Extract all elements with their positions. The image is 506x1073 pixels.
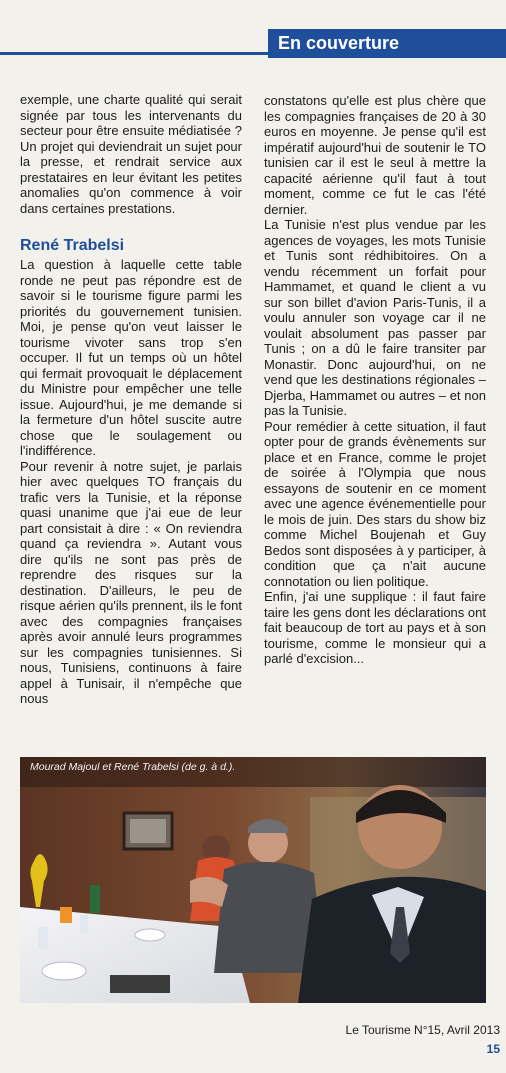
- orange-juice-glass: [60, 907, 72, 923]
- publication-footer: Le Tourisme N°15, Avril 2013: [345, 1023, 500, 1037]
- water-bottle: [90, 885, 100, 913]
- left-column: [20, 92, 242, 707]
- right-paragraph-3: Pour remédier à cette situation, il faut opter pour de grands évènements sur place et en France, comme le projet de soirée à l'Olympia que nous essayons de soutenir en ce moment avec une agence événementielle pour le mois de juin. Des stars du show biz comme Michel Boujenah et Guy Bedos sont disposées à y participer, à condition que ça n'ait aucune connotation ou lien politique.: [264, 418, 486, 589]
- right-paragraph-1: constatons qu'elle est plus chère que les compagnies françaises de 20 à 30 euros en moyenne. Je pense qu'il est impératif aujourd'hui de soutenir le TO tunisien car il est le seul à mettre la capacité aérienne qu'il faut à tout moment, comme ce fut le cas l'été dernier.: [264, 93, 486, 217]
- right-paragraph-2: La Tunisie n'est plus vendue par les agences de voyages, les mots Tunisie et Tunis sont rédhibitoires. On a vendu récemment un forfait pour Hammamet, et quand le client a vu sur son billet d'avion Paris-Tunis, il a voulu annuler son voyage car il ne voulait absolument pas passer par Tunis ; on a dû le faire transiter par Monastir. Donc aujourd'hui, on ne vend que les destinations régionales – Djerba, Hammamet ou autres – et non pas la Tunisie.: [264, 217, 486, 418]
- left-paragraph-2: Pour revenir à notre sujet, je parlais hier avec quelques TO français du trafic vers la Tunisie, et la réponse quasi unanime que j'ai eue de leur part consistait à dire : « On reviendra quand ça reviendra ». Autant vous dire qu'ils ne sont pas près de reprendre des risques sur la destination. D'ailleurs, le peu de risque aérien qu'ils prennent, ils le font avec des compagnies françaises après avoir annulé leurs programmes sur les compagnies tunisiennes. Si nous, Tunisiens, continuons à faire appel à Tunisair, il n'empêche que nous: [20, 458, 242, 706]
- water-glass-2: [80, 915, 88, 933]
- wall-painting-canvas: [130, 819, 166, 843]
- right-column: [264, 93, 486, 667]
- plate-2: [135, 929, 165, 941]
- author-heading: René Trabelsi: [20, 237, 125, 254]
- notebook: [110, 975, 170, 993]
- left-paragraph-1: La question à laquelle cette table ronde ne peut pas répondre est de savoir si le tourisme figure parmi les priorités du gouvernement tunisien. Moi, je pense qu'on veut laisser le tourisme vivoter sans trop s'en occuper. Il fut un temps où un hôtel qui fermait provoquait le déplacement du Ministre pour empêcher une telle issue. Aujourd'hui, je me demande si la fermeture d'un hôtel suscite autre chose que le soulagement ou l'indifférence.: [20, 257, 242, 458]
- photo-caption: Mourad Majoul et René Trabelsi (de g. à d.).: [30, 761, 236, 773]
- left-intro-paragraph: exemple, une charte qualité qui serait signée par tous les intervenants du secteur pour être ensuite médiatisée ? Un projet qui deviendrait un sujet pour la presse, et rendrait service aux prestataires en leur évitant les petites anomalies qu'on commence à voir dans certaines prestations.: [20, 92, 242, 216]
- meeting-photo: [20, 757, 486, 1003]
- right-paragraph-4: Enfin, j'ai une supplique : il faut faire taire les gens dont les déclarations ont fait beaucoup de tort au pays et à son tourisme, comme le monsieur qui a parlé d'excision...: [264, 589, 486, 666]
- meeting-photo-illustration: [20, 757, 486, 1003]
- plate-1: [42, 962, 86, 980]
- water-glass-1: [38, 927, 48, 949]
- section-banner: En couverture: [268, 29, 506, 58]
- page-number: 15: [486, 1042, 500, 1056]
